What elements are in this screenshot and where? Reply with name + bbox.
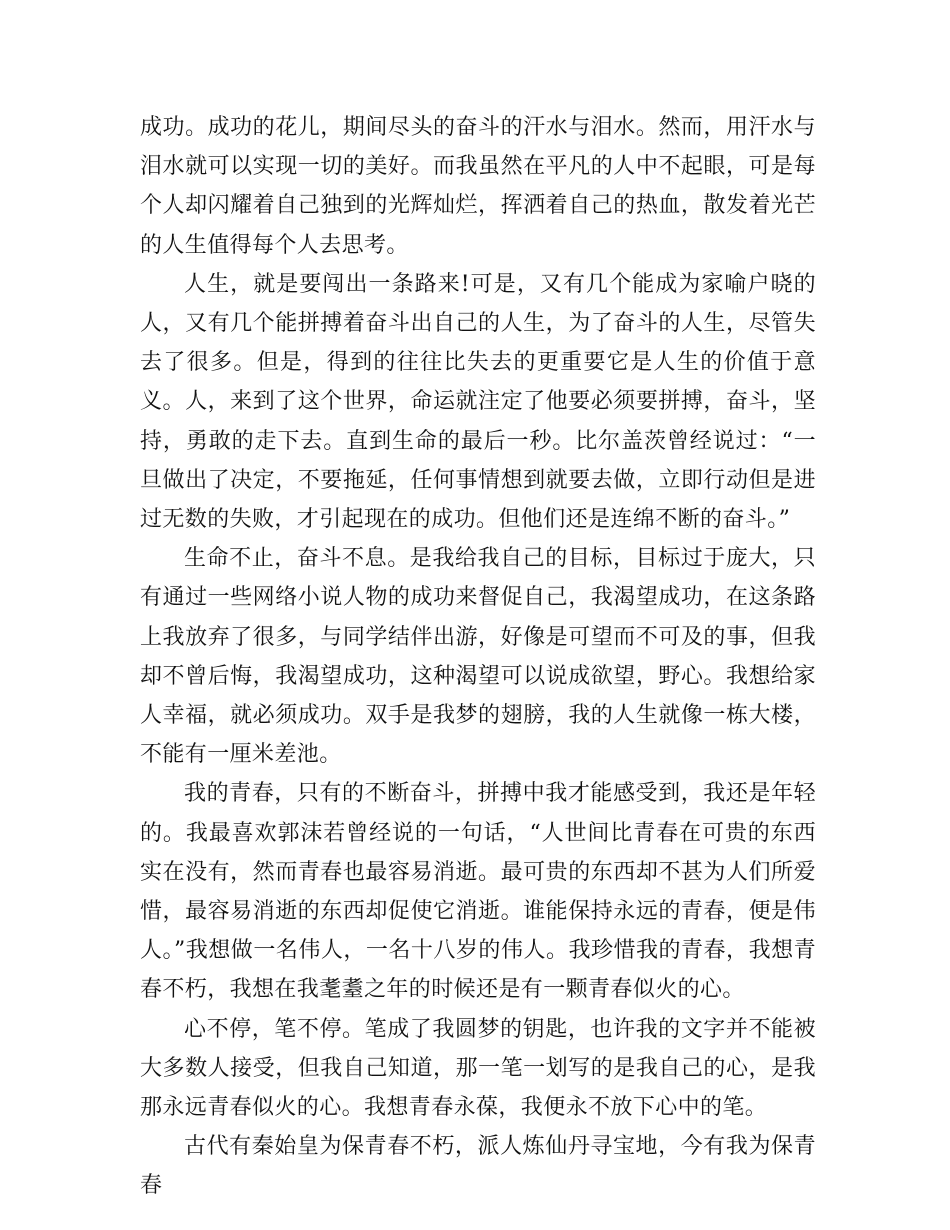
paragraph-1: 成功。成功的花儿，期间尽头的奋斗的汗水与泪水。然而，用汗水与泪水就可以实现一切的美好。而我虽然在平凡的人中不起眼，可是每个人却闪耀着自己独到的光辉灿烂，挥洒着自己的热血，散发着光芒的人生值得每个人去思考。 xyxy=(140,115,816,258)
paragraph-6: 古代有秦始皇为保青春不朽，派人炼仙丹寻宝地，今有我为保青春 xyxy=(140,1134,816,1199)
paragraph-2: 人生，就是要闯出一条路来!可是，又有几个能成为家喻户晓的人，又有几个能拼搏着奋斗出自己的人生，为了奋斗的人生，尽管失去了很多。但是，得到的往往比失去的更重要它是人生的价值于意义。人，来到了这个世界，命运就注定了他要必须要拼搏，奋斗，坚持，勇敢的走下去。直到生命的最后一秒。比尔盖茨曾经说过：“一旦做出了决定，不要拖延，任何事情想到就要去做，立即行动但是进过无数的失败，才引起现在的成功。但他们还是连绵不断的奋斗。” xyxy=(140,271,816,533)
document-body xyxy=(140,108,816,1206)
paragraph-3: 生命不止，奋斗不息。是我给我自己的目标，目标过于庞大，只有通过一些网络小说人物的成功来督促自己，我渴望成功，在这条路上我放弃了很多，与同学结伴出游，好像是可望而不可及的事，但我却不曾后悔，我渴望成功，这种渴望可以说成欲望，野心。我想给家人幸福，就必须成功。双手是我梦的翅膀，我的人生就像一栋大楼，不能有一厘米差池。 xyxy=(140,546,816,768)
paragraph-4: 我的青春，只有的不断奋斗，拼搏中我才能感受到，我还是年轻的。我最喜欢郭沫若曾经说的一句话，“人世间比青春在可贵的东西实在没有，然而青春也最容易消逝。最可贵的东西却不甚为人们所爱惜，最容易消逝的东西却促使它消逝。谁能保持永远的青春，便是伟人。”我想做一名伟人，一名十八岁的伟人。我珍惜我的青春，我想青春不朽，我想在我耄耋之年的时候还是有一颗青春似火的心。 xyxy=(140,781,816,1003)
paragraph-5: 心不停，笔不停。笔成了我圆梦的钥匙，也许我的文字并不能被大多数人接受，但我自己知道，那一笔一划写的是我自己的心，是我那永远青春似火的心。我想青春永葆，我便永不放下心中的笔。 xyxy=(140,1016,816,1121)
